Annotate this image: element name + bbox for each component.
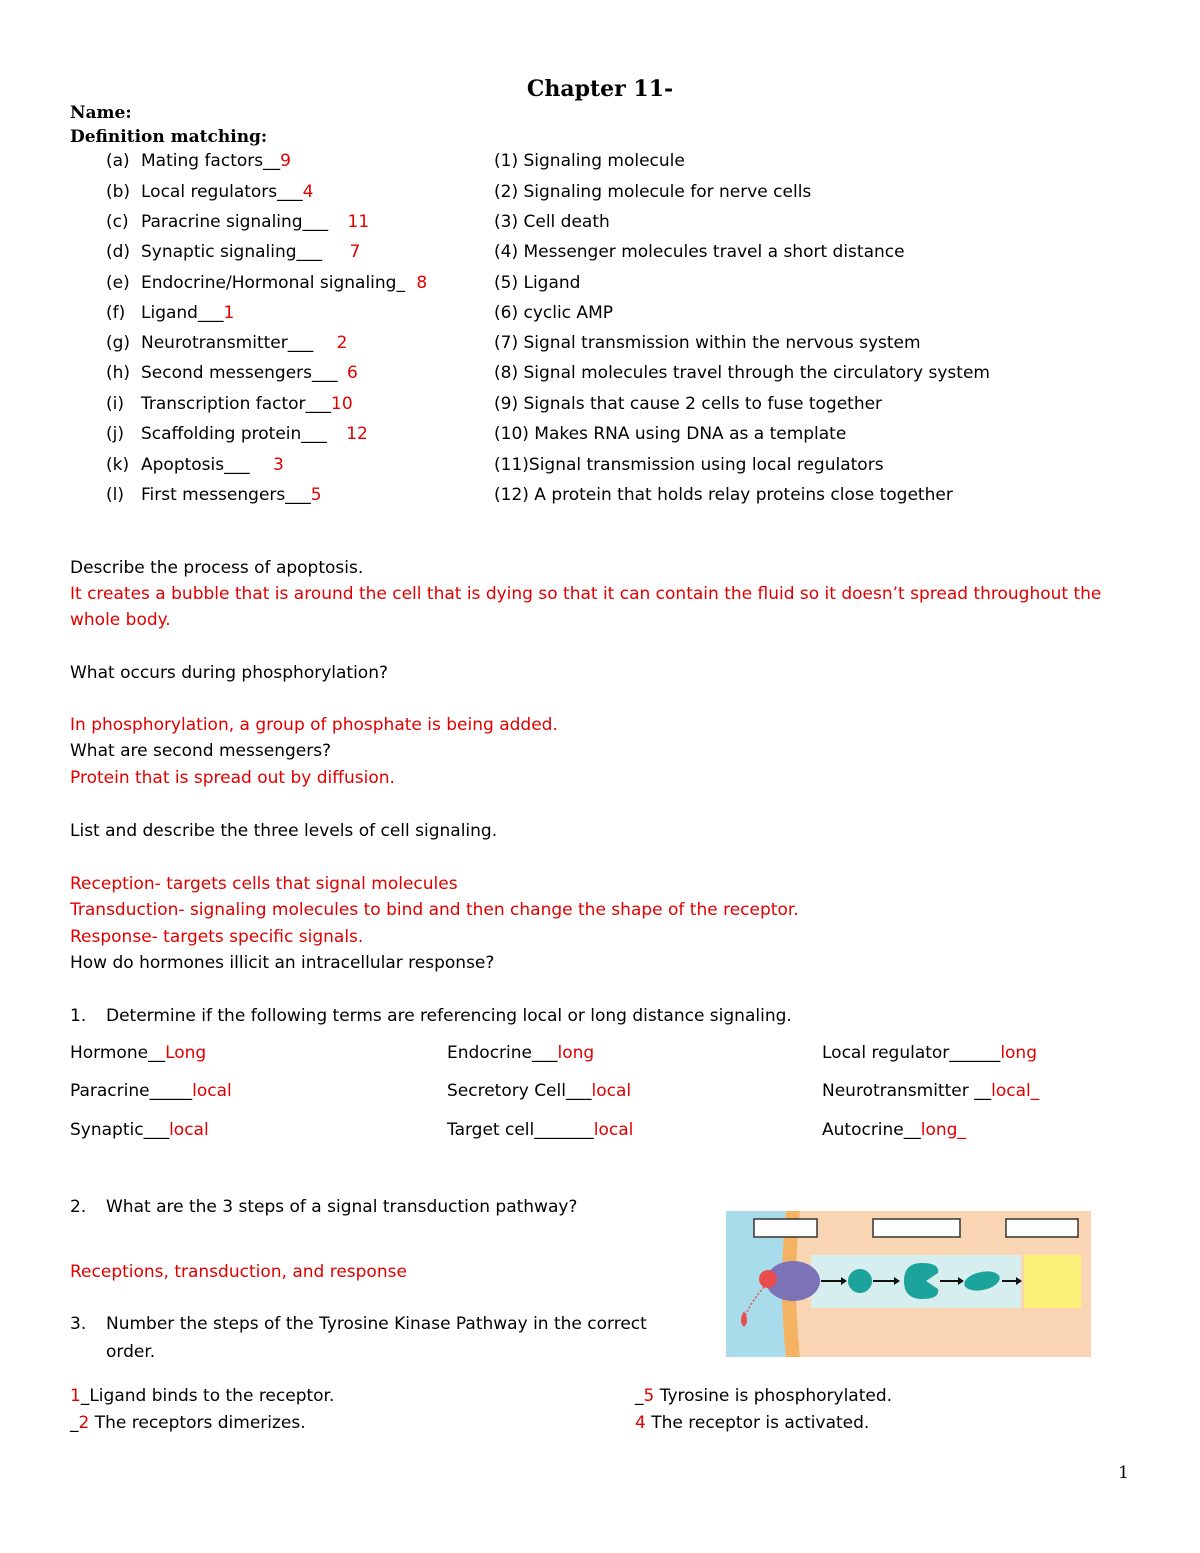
matching-term-row <box>106 182 314 202</box>
hormones-question: How do hormones illicit an intracellular response? <box>70 953 495 973</box>
term-letter: (l) <box>106 485 124 505</box>
relay-molecule-1 <box>848 1269 872 1293</box>
matching-term-row <box>106 333 347 353</box>
signaling-term <box>822 1120 966 1140</box>
response-box <box>1024 1255 1081 1308</box>
term-letter: (e) <box>106 273 130 293</box>
term-answer: long_ <box>920 1120 966 1140</box>
term-text: Ligand___ <box>141 303 224 323</box>
term-answer: 7 <box>349 242 361 262</box>
signaling-term <box>447 1043 594 1063</box>
term-answer: local_ <box>991 1081 1040 1101</box>
term-letter: (k) <box>106 455 130 475</box>
matching-term-row <box>106 303 234 323</box>
signaling-term <box>70 1081 232 1101</box>
definition-row: (2) Signaling molecule for nerve cells <box>494 182 812 202</box>
term-label: Target cell_______ <box>447 1120 594 1140</box>
apoptosis-answer: It creates a bubble that is around the cell that is dying so that it can contain the fluid so it doesn’t spread throughout the whole body. <box>70 584 1102 630</box>
second-messengers-question: What are second messengers? <box>70 741 332 761</box>
question-2-answer: Receptions, transduction, and response <box>70 1262 407 1282</box>
transduction-label-box <box>873 1219 960 1237</box>
term-answer: 12 <box>346 424 368 444</box>
signal-transduction-diagram <box>726 1211 1091 1357</box>
second-messengers-answer: Protein that is spread out by diffusion. <box>70 768 395 788</box>
tyrosine-step <box>70 1383 334 1409</box>
definition-row: (11)Signal transmission using local regulators <box>494 455 884 475</box>
term-answer: 11 <box>347 212 370 232</box>
term-answer: 8 <box>416 273 428 293</box>
term-text: Apoptosis___ <box>141 455 256 475</box>
term-answer: local <box>591 1081 632 1101</box>
definition-row: (7) Signal transmission within the nervous system <box>494 333 921 353</box>
term-answer: 4 <box>302 182 314 202</box>
definition-row: (8) Signal molecules travel through the circulatory system <box>494 363 990 383</box>
term-answer: 3 <box>273 455 284 475</box>
apoptosis-question: Describe the process of apoptosis. <box>70 558 364 578</box>
question-number: 3. <box>70 1314 87 1334</box>
definition-row: (3) Cell death <box>494 212 610 232</box>
phosphorylation-answer: In phosphorylation, a group of phosphate is being added. <box>70 715 558 735</box>
matching-term-row <box>106 212 369 232</box>
signaling-term <box>447 1120 633 1140</box>
term-text: Synaptic signaling___ <box>141 242 328 262</box>
definition-matching-label: Definition matching: <box>70 127 268 147</box>
signaling-term <box>447 1081 631 1101</box>
signaling-term <box>70 1120 209 1140</box>
term-text: Transcription factor___ <box>141 394 332 414</box>
term-letter: (h) <box>106 363 131 383</box>
signaling-level-answer: Response- targets specific signals. <box>70 927 364 947</box>
definition-row: (6) cyclic AMP <box>494 303 613 323</box>
term-label: Neurotransmitter __ <box>822 1081 992 1101</box>
matching-term-row <box>106 273 427 293</box>
term-answer: 5 <box>310 485 322 505</box>
question-3 <box>70 1311 647 1337</box>
phosphorylation-question: What occurs during phosphorylation? <box>70 663 389 683</box>
response-label-box <box>1006 1219 1078 1237</box>
term-letter: (c) <box>106 212 129 232</box>
step-number: 1 <box>70 1386 81 1406</box>
tyrosine-step <box>635 1383 892 1409</box>
term-text: Second messengers___ <box>141 363 343 383</box>
term-label: Paracrine_____ <box>70 1081 193 1101</box>
matching-term-row <box>106 363 358 383</box>
question-text: What are the 3 steps of a signal transduction pathway? <box>106 1197 578 1217</box>
term-label: Hormone__ <box>70 1043 166 1063</box>
question-1 <box>70 1003 792 1029</box>
term-text: Mating factors__ <box>141 151 281 171</box>
term-answer: 6 <box>346 363 358 383</box>
term-answer: local <box>593 1120 634 1140</box>
term-letter: (b) <box>106 182 131 202</box>
signaling-term <box>822 1043 1037 1063</box>
matching-term-row <box>106 485 322 505</box>
tyrosine-step <box>635 1410 869 1436</box>
question-number: 2. <box>70 1197 87 1217</box>
step-number: 4 <box>635 1413 646 1433</box>
question-2 <box>70 1194 577 1220</box>
term-text: Endocrine/Hormonal signaling_ <box>141 273 411 293</box>
question-text: Determine if the following terms are referencing local or long distance signaling. <box>106 1006 792 1026</box>
matching-term-row <box>106 424 368 444</box>
signaling-levels-question: List and describe the three levels of cell signaling. <box>70 821 498 841</box>
definition-row: (4) Messenger molecules travel a short distance <box>494 242 905 262</box>
definition-row: (1) Signaling molecule <box>494 151 685 171</box>
signaling-molecule <box>759 1270 777 1288</box>
reception-label-box <box>754 1219 817 1237</box>
step-number: 5 <box>643 1386 655 1406</box>
term-letter: (i) <box>106 394 124 414</box>
signaling-level-answer: Transduction- signaling molecules to bind and then change the shape of the receptor. <box>70 900 799 920</box>
term-text: Paracrine signaling___ <box>141 212 334 232</box>
page-title: Chapter 11- <box>526 76 674 102</box>
tyrosine-step <box>70 1410 306 1436</box>
term-answer: 10 <box>331 394 353 414</box>
term-label: Autocrine__ <box>822 1120 921 1140</box>
matching-term-row <box>106 455 284 475</box>
question-3-text-continued: order. <box>106 1342 156 1362</box>
term-label: Local regulator______ <box>822 1043 1001 1063</box>
term-letter: (a) <box>106 151 130 171</box>
question-text: Number the steps of the Tyrosine Kinase Pathway in the correct <box>106 1314 647 1334</box>
term-answer: long <box>1000 1043 1038 1063</box>
step-prefix: _ <box>70 1413 79 1433</box>
name-label: Name: <box>70 103 132 123</box>
term-answer: 2 <box>336 333 348 353</box>
signaling-term <box>70 1043 206 1063</box>
term-text: First messengers___ <box>141 485 311 505</box>
signaling-level-answer: Reception- targets cells that signal molecules <box>70 874 458 894</box>
matching-term-row <box>106 151 291 171</box>
page-number: 1 <box>1118 1463 1129 1483</box>
matching-term-row <box>106 242 360 262</box>
term-answer: 9 <box>280 151 291 171</box>
step-text: The receptors dimerizes. <box>89 1413 306 1433</box>
term-answer: Long <box>165 1043 207 1063</box>
term-letter: (f) <box>106 303 126 323</box>
term-text: Local regulators___ <box>141 182 303 202</box>
term-answer: local <box>169 1120 209 1140</box>
step-text: Tyrosine is phosphorylated. <box>654 1386 893 1406</box>
step-prefix: _ <box>635 1386 644 1406</box>
question-number: 1. <box>70 1006 87 1026</box>
term-label: Synaptic___ <box>70 1120 170 1140</box>
definition-row: (5) Ligand <box>494 273 581 293</box>
term-answer: local <box>192 1081 232 1101</box>
term-letter: (j) <box>106 424 124 444</box>
term-text: Neurotransmitter___ <box>141 333 319 353</box>
term-answer: 1 <box>223 303 235 323</box>
term-letter: (d) <box>106 242 131 262</box>
definition-row: (9) Signals that cause 2 cells to fuse together <box>494 394 883 414</box>
step-number: 2 <box>78 1413 90 1433</box>
signaling-term <box>822 1081 1039 1101</box>
term-label: Secretory Cell___ <box>447 1081 592 1101</box>
term-text: Scaffolding protein___ <box>141 424 333 444</box>
term-letter: (g) <box>106 333 131 353</box>
step-text: The receptor is activated. <box>645 1413 870 1433</box>
definition-row: (12) A protein that holds relay proteins close together <box>494 485 953 505</box>
term-label: Endocrine___ <box>447 1043 558 1063</box>
term-answer: long <box>557 1043 595 1063</box>
matching-term-row <box>106 394 353 414</box>
step-text: _Ligand binds to the receptor. <box>80 1386 335 1406</box>
definition-row: (10) Makes RNA using DNA as a template <box>494 424 847 444</box>
